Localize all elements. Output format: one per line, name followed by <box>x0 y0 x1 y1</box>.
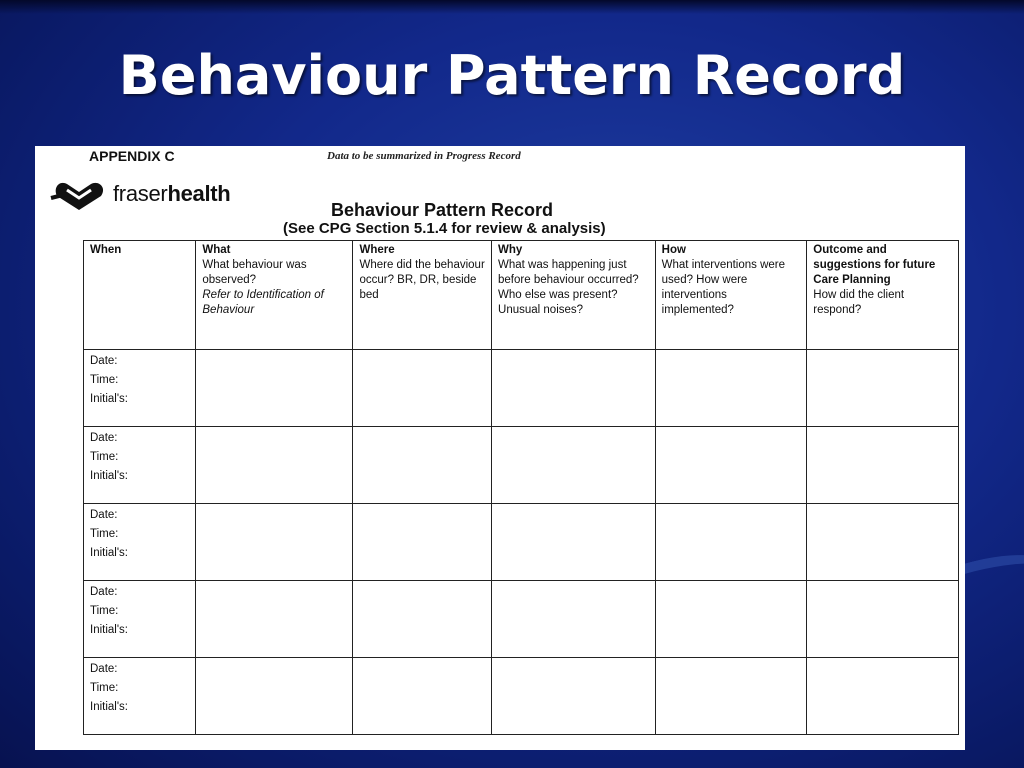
how-cell[interactable] <box>655 350 807 427</box>
header-why-text-2: Who else was present? Unusual noises? <box>498 289 618 316</box>
fraserhealth-logo-icon <box>49 176 109 212</box>
why-cell[interactable] <box>492 504 656 581</box>
table-row <box>84 504 959 581</box>
why-cell[interactable] <box>492 350 656 427</box>
header-what-text: What behaviour was observed? <box>202 259 307 286</box>
where-cell[interactable] <box>353 581 492 658</box>
date-label: Date: <box>90 663 118 675</box>
behaviour-record-table <box>83 240 959 735</box>
header-where-text: Where did the behaviour occur? BR, DR, beside bed <box>359 259 485 301</box>
header-how-title: How <box>661 244 686 256</box>
date-label: Date: <box>90 355 118 367</box>
initials-label: Initial's: <box>90 393 128 405</box>
header-what <box>196 241 353 350</box>
date-label: Date: <box>90 586 118 598</box>
header-what-italic: Refer to Identification of Behaviour <box>202 289 324 316</box>
outcome-cell[interactable] <box>807 658 959 735</box>
table-header-row <box>84 241 959 350</box>
document-scan <box>35 146 965 750</box>
outcome-cell[interactable] <box>807 581 959 658</box>
table-row <box>84 427 959 504</box>
date-label: Date: <box>90 432 118 444</box>
appendix-label: APPENDIX C <box>89 148 175 164</box>
how-cell[interactable] <box>655 581 807 658</box>
table-row <box>84 350 959 427</box>
logo-text-bold: health <box>167 181 231 206</box>
logo-text <box>113 181 230 207</box>
where-cell[interactable] <box>353 350 492 427</box>
time-label: Time: <box>90 605 119 617</box>
header-why <box>492 241 656 350</box>
what-cell[interactable] <box>196 427 353 504</box>
header-where-title: Where <box>359 244 395 256</box>
table-body <box>84 350 959 735</box>
header-how-text: What interventions were used? How were interventions implemented? <box>661 259 786 316</box>
how-cell[interactable] <box>655 427 807 504</box>
form-subtitle: (See CPG Section 5.1.4 for review & analysis) <box>283 220 606 237</box>
logo-text-light: fraser <box>113 181 168 206</box>
when-cell[interactable] <box>84 504 196 581</box>
when-cell[interactable] <box>84 427 196 504</box>
where-cell[interactable] <box>353 427 492 504</box>
what-cell[interactable] <box>196 658 353 735</box>
initials-label: Initial's: <box>90 470 128 482</box>
what-cell[interactable] <box>196 581 353 658</box>
initials-label: Initial's: <box>90 624 128 636</box>
summary-note: Data to be summarized in Progress Record <box>327 150 521 162</box>
time-label: Time: <box>90 682 119 694</box>
header-how <box>655 241 807 350</box>
why-cell[interactable] <box>492 427 656 504</box>
initials-label: Initial's: <box>90 547 128 559</box>
header-when <box>84 241 196 350</box>
header-outcome-title: Outcome and suggestions for future Care Planning <box>813 244 936 286</box>
table-row <box>84 581 959 658</box>
how-cell[interactable] <box>655 504 807 581</box>
header-outcome-text: How did the client respond? <box>813 289 905 316</box>
initials-label: Initial's: <box>90 701 128 713</box>
fraserhealth-logo <box>49 176 230 212</box>
header-when-title: When <box>90 244 122 256</box>
header-why-title: Why <box>498 244 523 256</box>
time-label: Time: <box>90 451 119 463</box>
slide-title: Behaviour Pattern Record <box>118 44 906 107</box>
outcome-cell[interactable] <box>807 427 959 504</box>
outcome-cell[interactable] <box>807 350 959 427</box>
time-label: Time: <box>90 374 119 386</box>
what-cell[interactable] <box>196 504 353 581</box>
form-title: Behaviour Pattern Record <box>331 200 554 220</box>
date-label: Date: <box>90 509 118 521</box>
what-cell[interactable] <box>196 350 353 427</box>
header-why-text-1: What was happening just before behaviour occurred? <box>498 259 639 286</box>
header-where <box>353 241 492 350</box>
why-cell[interactable] <box>492 658 656 735</box>
time-label: Time: <box>90 528 119 540</box>
where-cell[interactable] <box>353 658 492 735</box>
when-cell[interactable] <box>84 350 196 427</box>
when-cell[interactable] <box>84 658 196 735</box>
when-cell[interactable] <box>84 581 196 658</box>
header-what-title: What <box>202 244 231 256</box>
header-outcome <box>807 241 959 350</box>
table-row <box>84 658 959 735</box>
outcome-cell[interactable] <box>807 504 959 581</box>
how-cell[interactable] <box>655 658 807 735</box>
why-cell[interactable] <box>492 581 656 658</box>
where-cell[interactable] <box>353 504 492 581</box>
top-band <box>0 0 1024 14</box>
